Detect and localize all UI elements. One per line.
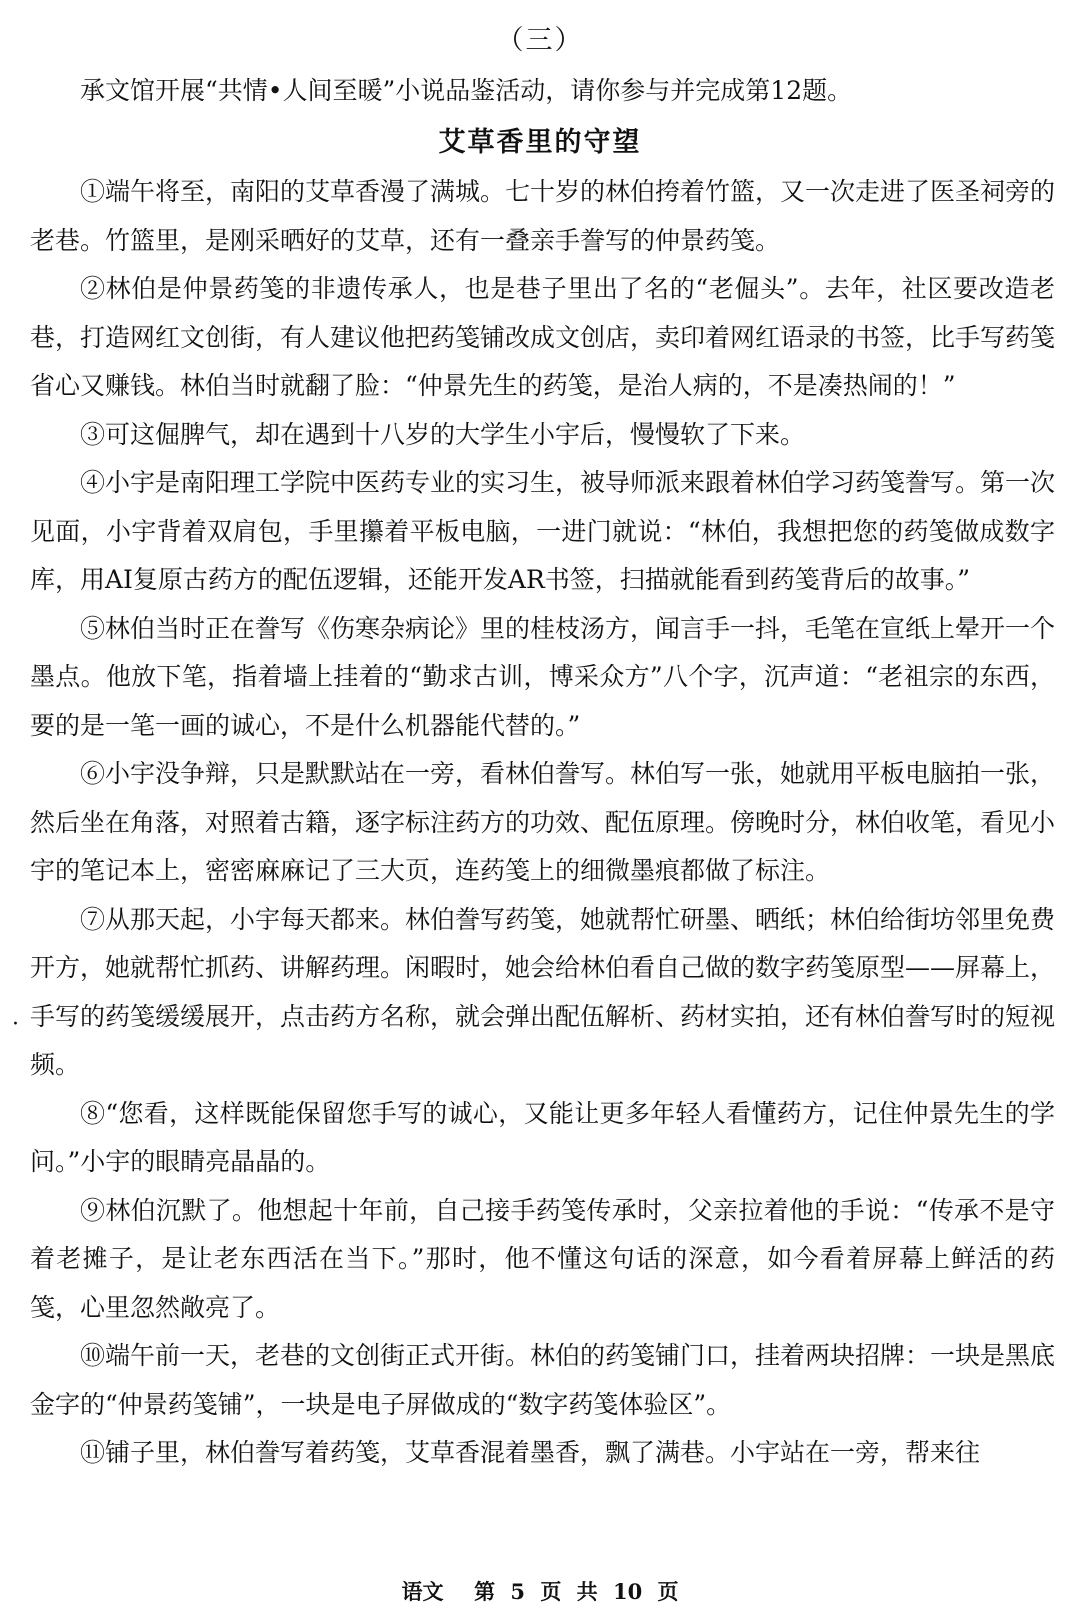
paragraph-5: ⑤林伯当时正在誊写《伤寒杂病论》里的桂枝汤方，闻言手一抖，毛笔在宣纸上晕开一个墨点。他放下笔，指着墙上挂着的“勤求古训，博采众方”八个字，沉声道：“老祖宗的东西，要的是一笔一画的诚心，不是什么机器能代替的。”: [30, 613, 1056, 740]
paragraph-10: ⑩端午前一天，老巷的文创街正式开街。林伯的药笺铺门口，挂着两块招牌：一块是黑底金字的“仲景药笺铺”，一块是电子屏做成的“数字药笺体验区”。: [30, 1341, 1056, 1419]
paragraph-3: ③可这倔脾气，却在遇到十八岁的大学生小宇后，慢慢软了下来。: [80, 419, 806, 449]
paragraph-1: ①端午将至，南阳的艾草香漫了满城。七十岁的林伯挎着竹篮，又一次走进了医圣祠旁的老巷。竹篮里，是刚采晒好的艾草，还有一叠亲手誊写的仲景药笺。: [30, 177, 1056, 255]
paragraph-11: ⑪铺子里，林伯誊写着药笺，艾草香混着墨香，飘了满巷。小宇站在一旁，帮来往: [80, 1438, 981, 1467]
paragraph-9: ⑨林伯沉默了。他想起十年前，自己接手药笺传承时，父亲拉着他的手说：“传承不是守着老摊子，是让老东西活在当下。”那时，他不懂这句话的深意，如今看着屏幕上鲜活的药笺，心里忽然敞亮了。: [30, 1195, 1055, 1322]
margin-dot-mark: ·: [12, 1012, 19, 1037]
activity-intro: 承文馆开展“共情•人间至暖”小说品鉴活动，请你参与并完成第12题。: [80, 76, 853, 105]
story-title: 艾草香里的守望: [438, 127, 642, 158]
paragraph-8: ⑧“您看，这样既能保留您手写的诚心，又能让更多年轻人看懂药方，记住仲景先生的学问。”小宇的眼睛亮晶晶的。: [30, 1098, 1055, 1176]
paragraph-4: ④小宇是南阳理工学院中医药专业的实习生，被导师派来跟着林伯学习药笺誊写。第一次见面，小宇背着双肩包，手里攥着平板电脑，一进门就说：“林伯，我想把您的药笺做成数字库，用AI复原古药方的配伍逻辑，还能开发AR书签，扫描就能看到药笺背后的故事。”: [30, 468, 1056, 594]
paragraph-7: ⑦从那天起，小宇每天都来。林伯誊写药笺，她就帮忙研墨、晒纸；林伯给街坊邻里免费开方，她就帮忙抓药、讲解药理。闲暇时，她会给林伯看自己做的数字药笺原型——屏幕上，手写的药笺缓缓展开，点击药方名称，就会弹出配伍解析、药材实拍，还有林伯誊写时的短视频。: [30, 904, 1056, 1079]
paragraph-6: ⑥小宇没争辩，只是默默站在一旁，看林伯誊写。林伯写一张，她就用平板电脑拍一张，然后坐在角落，对照着古籍，逐字标注药方的功效、配伍原理。傍晚时分，林伯收笔，看见小宇的笔记本上，密密麻麻记了三大页，连药笺上的细微墨痕都做了标注。: [30, 759, 1056, 885]
page-footer: 语文 第 5 页 共 10 页: [401, 1579, 679, 1604]
paragraph-2: ②林伯是仲景药笺的非遗传承人，也是巷子里出了名的“老倔头”。去年，社区要改造老巷，打造网红文创街，有人建议他把药笺铺改成文创店，卖印着网红语录的书签，比手写药笺省心又赚钱。林伯当时就翻了脸：“仲景先生的药笺，是治人病的，不是凑热闹的！”: [30, 274, 1056, 400]
story-body: [30, 168, 1055, 1478]
section-number: （三）: [496, 25, 584, 56]
